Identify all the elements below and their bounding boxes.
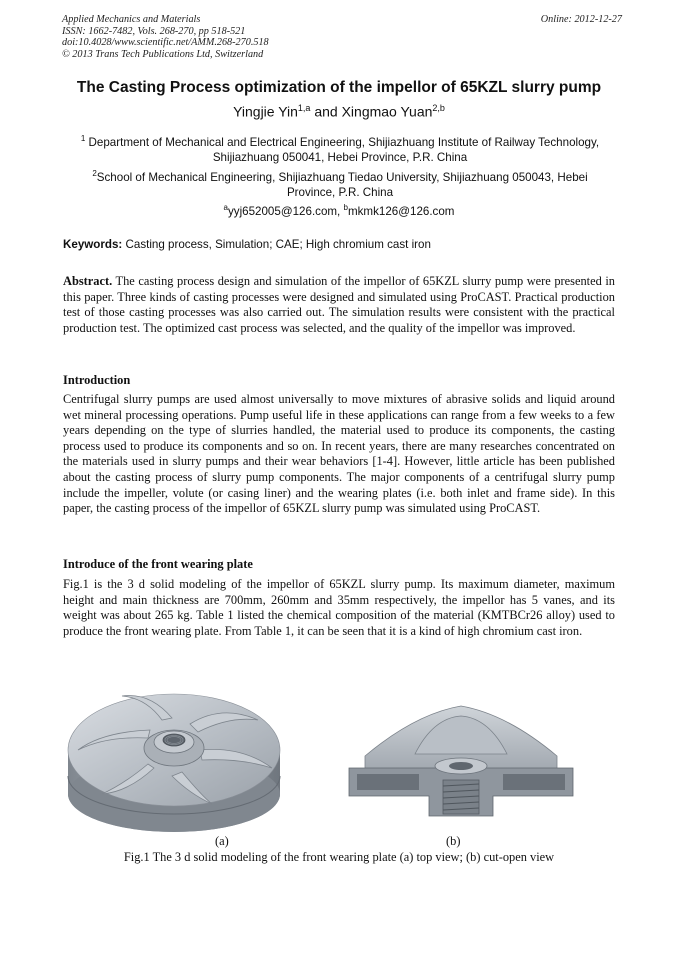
- email-b[interactable]: mkmk126@126.com: [347, 204, 455, 218]
- email-line: [0, 203, 678, 218]
- doi-line: doi:10.4028/www.scientific.net/AMM.268-270.518: [62, 37, 269, 49]
- introduction-text: Centrifugal slurry pumps are used almost universally to move mixtures of abrasive solids and liquid around wet mineral processing operations. Pump useful life in these applications can range from a few weeks to a few years depending on the type of slurries handled, the material used to produce its components, the casting process used to produce its components and so on. In recent years, there are many researches concentrated on the materials used in slurry pumps and their wear behaviors [1-4]. However, little article has been published about the casting process of slurry pump components. The major components of a centrifugal slurry pump include the impeller, volute (or casing liner) and the wearing plates (i.e. both inlet and frame side). In this paper, the casting process of the impellor of 65KZL slurry pump was simulated using ProCAST.: [63, 392, 615, 516]
- impeller-top-view-figure: [62, 676, 287, 834]
- email-b-sup: b: [343, 203, 348, 212]
- figure-label-b: (b): [446, 834, 461, 848]
- abstract-text: The casting process design and simulation of the impellor of 65KZL slurry pump were presented in this paper. Three kinds of casting processes were designed and simulated using ProCAST. Practical production test of those casting processes was also carried out. The simulation results were consistent with the practical production test. The optimized cast process was selected, and the quality of the impellor was improved.: [63, 274, 615, 335]
- front-plate-text: Fig.1 is the 3 d solid modeling of the impellor of 65KZL slurry pump. Its maximum diameter, maximum height and main thickness are 700mm, 260mm and 35mm respectively, the impellor has 5 vanes, and its weight was about 265 kg. Table 1 listed the chemical composition of the material (KMTBCr26 alloy) used to produce the front wearing plate. From Table 1, it can be seen that it is a kind of high chromium cast iron.: [63, 577, 615, 638]
- impeller-cut-open-figure: [345, 684, 575, 834]
- affiliation-1-text: Department of Mechanical and Electrical Engineering, Shijiazhuang Institute of Railway Technology, Shijiazhuang 050041, Hebei Province, P.R. China: [85, 135, 600, 165]
- keywords: [63, 238, 431, 251]
- online-date: Online: 2012-12-27: [540, 14, 622, 25]
- figure-caption: Fig.1 The 3 d solid modeling of the front wearing plate (a) top view; (b) cut-open view: [123, 850, 555, 864]
- email-a[interactable]: yyj652005@126.com,: [227, 204, 344, 218]
- abstract-label: Abstract.: [63, 274, 113, 288]
- affiliation-2-sup: 2: [92, 169, 97, 178]
- keywords-text: Casting process, Simulation; CAE; High chromium cast iron: [122, 238, 431, 251]
- author-line: [0, 103, 678, 120]
- author-2-sup: 2,b: [432, 103, 445, 113]
- author-and: and: [310, 103, 342, 120]
- affiliation-1-sup: 1: [80, 134, 86, 143]
- email-a-sup: a: [223, 203, 228, 212]
- author-1-sup: 1,a: [297, 103, 311, 113]
- keywords-label: Keywords:: [63, 238, 123, 251]
- affiliation-2-text: School of Mechanical Engineering, Shijiazhuang Tiedao University, Shijiazhuang 050043, Hebei Province, P.R. China: [96, 170, 588, 200]
- author-2: Xingmao Yuan: [341, 103, 433, 120]
- journal-header: [62, 14, 622, 60]
- issn-line: ISSN: 1662-7482, Vols. 268-270, pp 518-521: [62, 25, 246, 37]
- journal-name: Applied Mechanics and Materials: [62, 14, 201, 25]
- figure-label-a: (a): [215, 834, 229, 848]
- affiliation-1: [80, 131, 600, 166]
- paper-title: The Casting Process optimization of the impellor of 65KZL slurry pump: [76, 79, 602, 96]
- author-1: Yingjie Yin: [233, 103, 298, 120]
- abstract: [63, 274, 615, 336]
- copyright-line: © 2013 Trans Tech Publications Ltd, Switzerland: [62, 48, 264, 60]
- affiliation-2: [80, 166, 600, 201]
- introduction-heading: Introduction: [63, 373, 131, 387]
- front-plate-heading: Introduce of the front wearing plate: [63, 557, 253, 571]
